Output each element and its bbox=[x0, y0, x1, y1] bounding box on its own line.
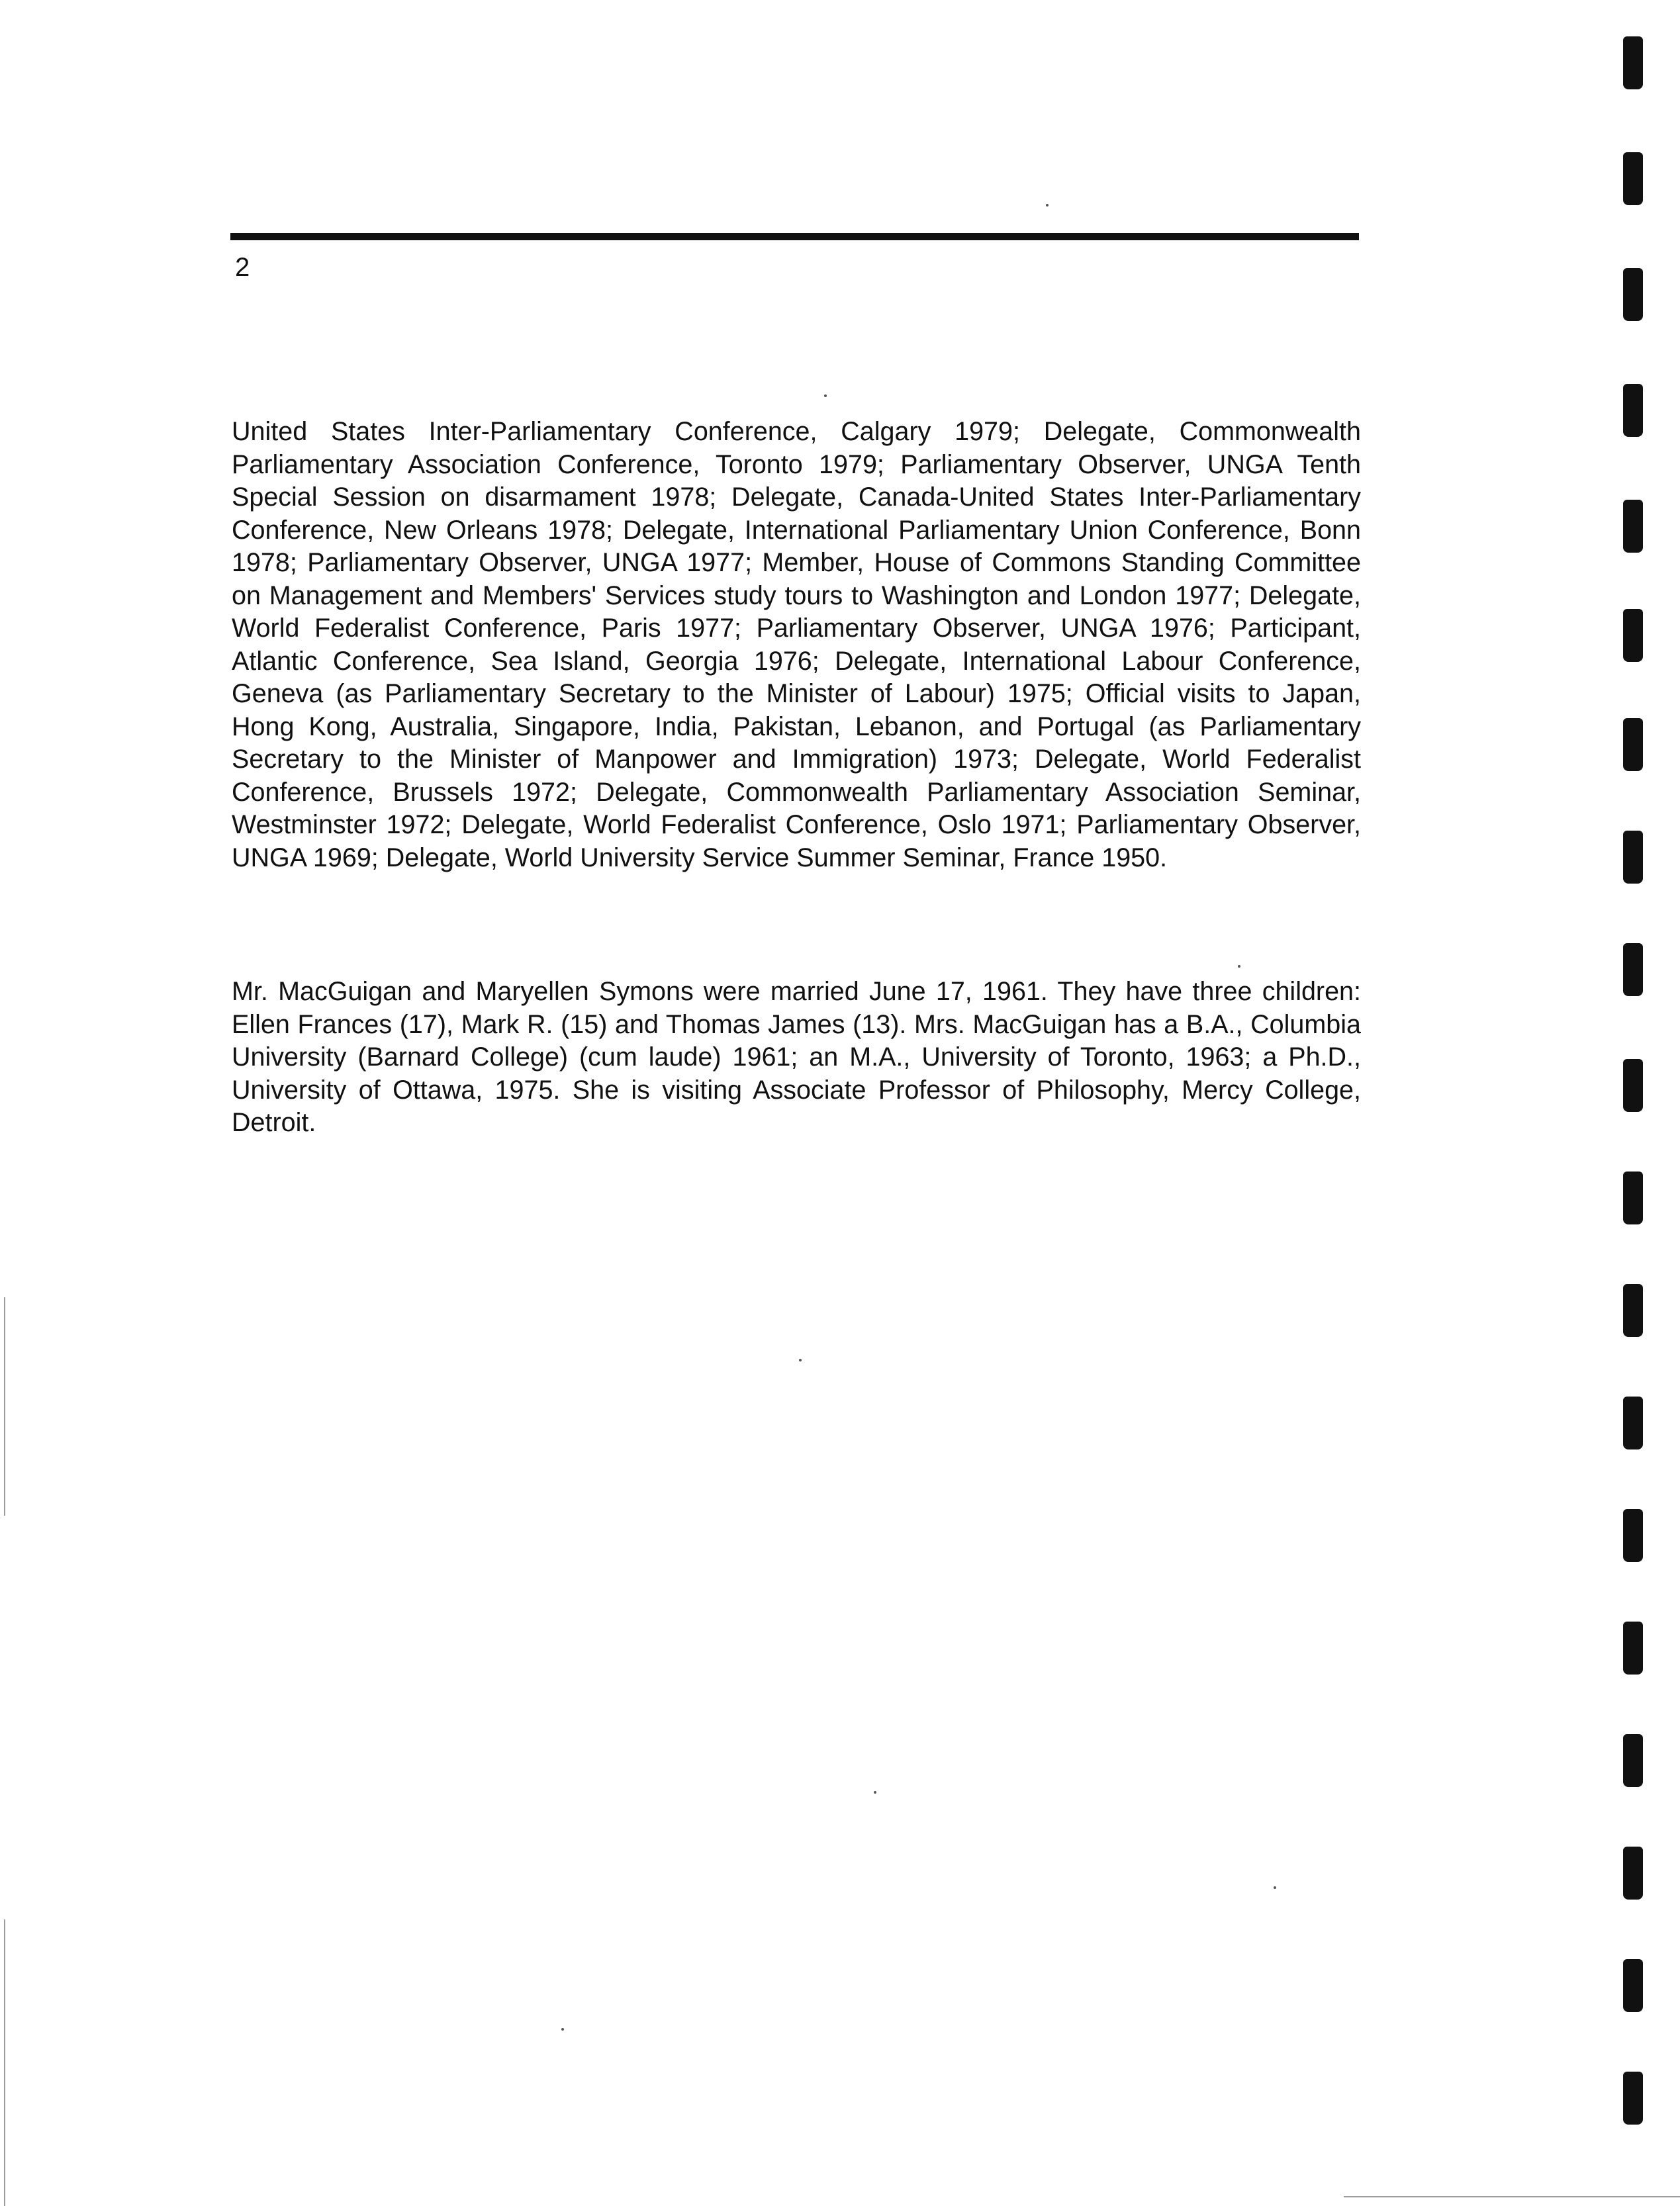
scan-speck bbox=[1238, 965, 1240, 968]
body-paragraph-family: Mr. MacGuigan and Maryellen Symons were married June 17, 1961. They have three children: Ellen Frances (17), Mark R. (15) and Thomas James (13). Mrs. MacGuigan has a B.A., Columbia University (Barnard College) (cum laude) 1961; an M.A., University of Toronto, 1963; a Ph.D., University of Ottawa, 1975. She is visiting Associate Professor of Philosophy, Mercy College, Detroit. bbox=[232, 977, 1361, 1137]
binding-hole bbox=[1623, 500, 1643, 553]
binding-hole bbox=[1623, 1284, 1643, 1337]
scan-margin-line bbox=[4, 1297, 5, 1516]
top-rule bbox=[230, 233, 1359, 240]
binding-hole bbox=[1623, 1509, 1643, 1562]
binding-hole bbox=[1623, 2072, 1643, 2125]
binding-hole bbox=[1623, 36, 1643, 89]
scan-speck bbox=[799, 1359, 802, 1361]
binding-hole bbox=[1623, 1622, 1643, 1675]
binding-hole bbox=[1623, 1847, 1643, 1900]
binding-hole bbox=[1623, 268, 1643, 321]
binding-hole bbox=[1623, 718, 1643, 771]
binding-hole bbox=[1623, 1734, 1643, 1787]
scan-speck bbox=[874, 1791, 876, 1794]
binding-hole bbox=[1623, 384, 1643, 437]
binding-hole bbox=[1623, 1059, 1643, 1112]
binding-hole bbox=[1623, 1397, 1643, 1449]
binding-hole bbox=[1623, 943, 1643, 996]
scan-speck bbox=[561, 2028, 564, 2031]
scan-speck bbox=[824, 394, 827, 397]
scan-speck bbox=[1046, 204, 1049, 207]
scan-speck bbox=[1274, 1886, 1276, 1889]
body-paragraph-delegations: United States Inter-Parliamentary Conference, Calgary 1979; Delegate, Commonwealth Parliamentary Association Conference, Toronto 1979; Parliamentary Observer, UNGA Tenth Special Session on disarmament 1978; Delegate, Canada-United States Inter-Parliamentary Conference, New Orleans 1978; Delegate, International Parliamentary Union Conference, Bonn 1978; Parliamentary Observer, UNGA 1977; Member, House of Commons Standing Committee on Management and Members' Services study tours to Washington and London 1977; Delegate, World Federalist Conference, Paris 1977; Parliamentary Observer, UNGA 1976; Participant, Atlantic Conference, Sea Island, Georgia 1976; Delegate, International Labour Conference, Geneva (as Parliamentary Secretary to the Minister of Labour) 1975; Official visits to Japan, Hong Kong, Australia, Singapore, India, Pakistan, Lebanon, and Portugal (as Parliamentary Secretary to the Minister of Manpower and Immigration) 1973; Delegate, World Federalist Conference, Brussels 1972; Delegate, Commonwealth Parliamentary Association Seminar, Westminster 1972; Delegate, World Federalist Conference, Oslo 1971; Parliamentary Observer, UNGA 1969; Delegate, World University Service Summer Seminar, France 1950. bbox=[232, 417, 1361, 872]
page-number: 2 bbox=[235, 253, 250, 282]
binding-hole bbox=[1623, 609, 1643, 662]
binding-hole bbox=[1623, 1172, 1643, 1224]
scan-bottom-line bbox=[1344, 2196, 1680, 2197]
binding-hole-strip bbox=[1615, 0, 1661, 2206]
binding-hole bbox=[1623, 152, 1643, 205]
scan-margin-line bbox=[4, 1919, 5, 2206]
binding-hole bbox=[1623, 831, 1643, 884]
binding-hole bbox=[1623, 1959, 1643, 2012]
